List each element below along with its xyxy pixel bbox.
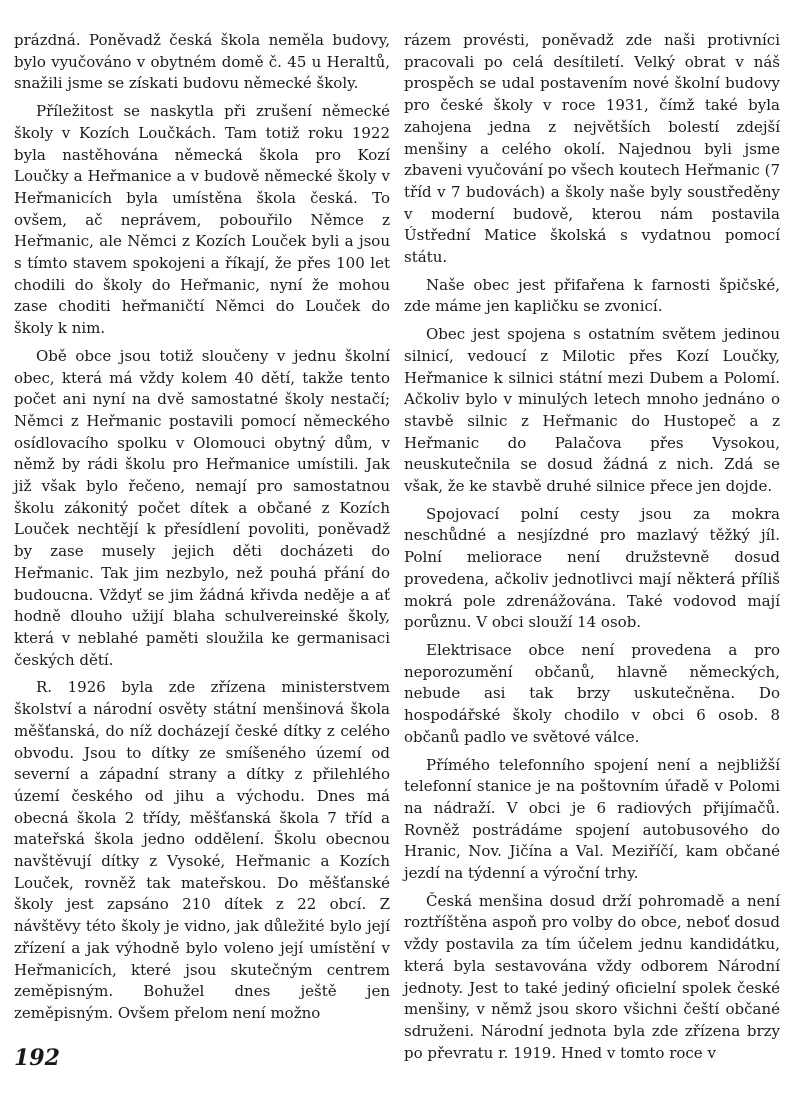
paragraph: Obec jest spojena s ostatním světem jedinou silnicí, vedoucí z Milotic přes Kozí Loučky, Heřmanice k silnici státní mezi Dubem a Polomí. Ačkoliv bylo v minulých letech mnoho jednáno o stavbě silnic z Heřmanic do Hustopeč a z Heřmanic do Palačova přes Vysokou, neuskutečnila se dosud žádná z nich. Zdá se však, že ke stavbě druhé silnice přece jen dojde. (404, 325, 780, 496)
paragraph: rázem provésti, poněvadž zde naši protivníci pracovali po celá desítiletí. Velký obrat v náš prospěch se udal postavením nové školní budovy pro české školy v roce 1931, čímž také byla zahojena jedna z největších bolestí zdejší menšiny a celého okolí. Najednou byli jsme zbaveni vyučování po všech koutech Heřmanic (7 tříd v 7 budovách) a školy naše byly soustředěny v moderní budově, kterou nám postavila Ústřední Matice školská s vydatnou pomocí státu. (404, 31, 780, 267)
paragraph: prázdná. Poněvadž česká škola neměla budovy, bylo vyučováno v obytném domě č. 45 u Heraltů, snažili jsme se získati budovu německé školy. (14, 31, 390, 93)
paragraph: Elektrisace obce není provedena a pro neporozumění občanů, hlavně německých, nebude asi tak brzy uskutečněna. Do hospodářské školy chodilo v obci 6 osob. 8 občanů padlo ve světové válce. (404, 640, 780, 746)
paragraph: R. 1926 byla zde zřízena ministerstvem školství a národní osvěty státní menšinová škola měšťanská, do níž docházejí české dítky z celého obvodu. Jsou to dítky ze smíšeného území od severní a západní strany a dítky z přilehlého území českého od jihu a východu. Dnes má obecná škola 2 třídy, měšťanská škola 7 tříd a mateřská škola jedno oddělení. Školu obecnou navštěvují dítky z Vysoké, Heřmanic a Kozích Louček, rovněž tak mateřskou. Do měšťanské školy jest zapsáno 210 dítek z 22 obcí. Z návštěvy této školy je vidno, jak důležité bylo její zřízení a jak výhodně bylo voleno její umístění v Heřmanicích, které jsou skutečným centrem zeměpisným. Bohužel dnes ještě jen zeměpisným. Ovšem přelom není možno (14, 678, 390, 1022)
paragraph: Naše obec jest přifařena k farnosti špičské, zde máme jen kapličku se zvonicí. (404, 275, 780, 316)
right-column (404, 30, 780, 1070)
paragraph: Přímého telefonního spojení není a nejbližší telefonní stanice je na poštovním úřadě v Polomi na nádraží. V obci je 6 radiových přijímačů. Rovněž postrádáme spojení autobusového do Hranic, Nov. Jičína a Val. Meziříčí, kam občané jezdí na týdenní a výroční trhy. (404, 755, 780, 883)
paragraph: Příležitost se naskytla při zrušení německé školy v Kozích Loučkách. Tam totiž roku 1922 byla nastěhována německá škola pro Kozí Loučky a Heřmanice a v budově německé školy v Heřmanicích byla umístěna škola česká. To ovšem, ač neprávem, pobouřilo Němce z Heřmanic, ale Němci z Kozích Louček byli a jsou s tímto stavem spokojeni a říkají, že přes 100 let chodili do školy do Heřmanic, nyní že mohou zase choditi heřmaničtí Němci do Louček do školy k nim. (14, 102, 390, 338)
page-number: 192 (14, 1045, 60, 1071)
paragraph: Spojovací polní cesty jsou za mokra neschůdné a nesjízdné pro mazlavý těžký jíl. Polní meliorace není družstevně dosud provedena, ačkoliv jednotlivci mají některá příliš mokrá pole zdrenážována. Také vodovod mají porůznu. V obci slouží 14 osob. (404, 504, 780, 632)
paragraph: Česká menšina dosud drží pohromadě a není roztříštěna aspoň pro volby do obce, neboť dosud vždy postavila za tím účelem jednu kandidátku, která byla sestavována vždy odborem Národní jednoty. Jest to také jediný oficielní spolek české menšiny, v němž jsou skoro všichni čeští občané sdruženi. Národní jednota byla zde zřízena brzy po převratu r. 1919. Hned v tomto roce v (404, 891, 780, 1062)
paragraph: Obě obce jsou totiž sloučeny v jednu školní obec, která má vždy kolem 40 dětí, takže tento počet ani nyní na dvě samostatné školy nestačí; Němci z Heřmanic postavili pomocí německého osídlovacího spolku v Olomouci obytný dům, v němž by rádi školu pro Heřmanice umístili. Jak již však bylo řečeno, nemají pro samostatnou školu zákonitý počet dítek a občané z Kozích Louček nechtějí k přesídlení povoliti, poněvadž by zase musely jejich děti docházeti do Heřmanic. Tak jim nezbylo, než pouhá přání do budoucna. Vždyť se jim žádná křivda neděje a ať hodně dlouho užijí blaha schulvereinské školy, která v neblahé paměti sloužila ke germanisaci českých dětí. (14, 346, 390, 669)
left-column (14, 30, 390, 1031)
